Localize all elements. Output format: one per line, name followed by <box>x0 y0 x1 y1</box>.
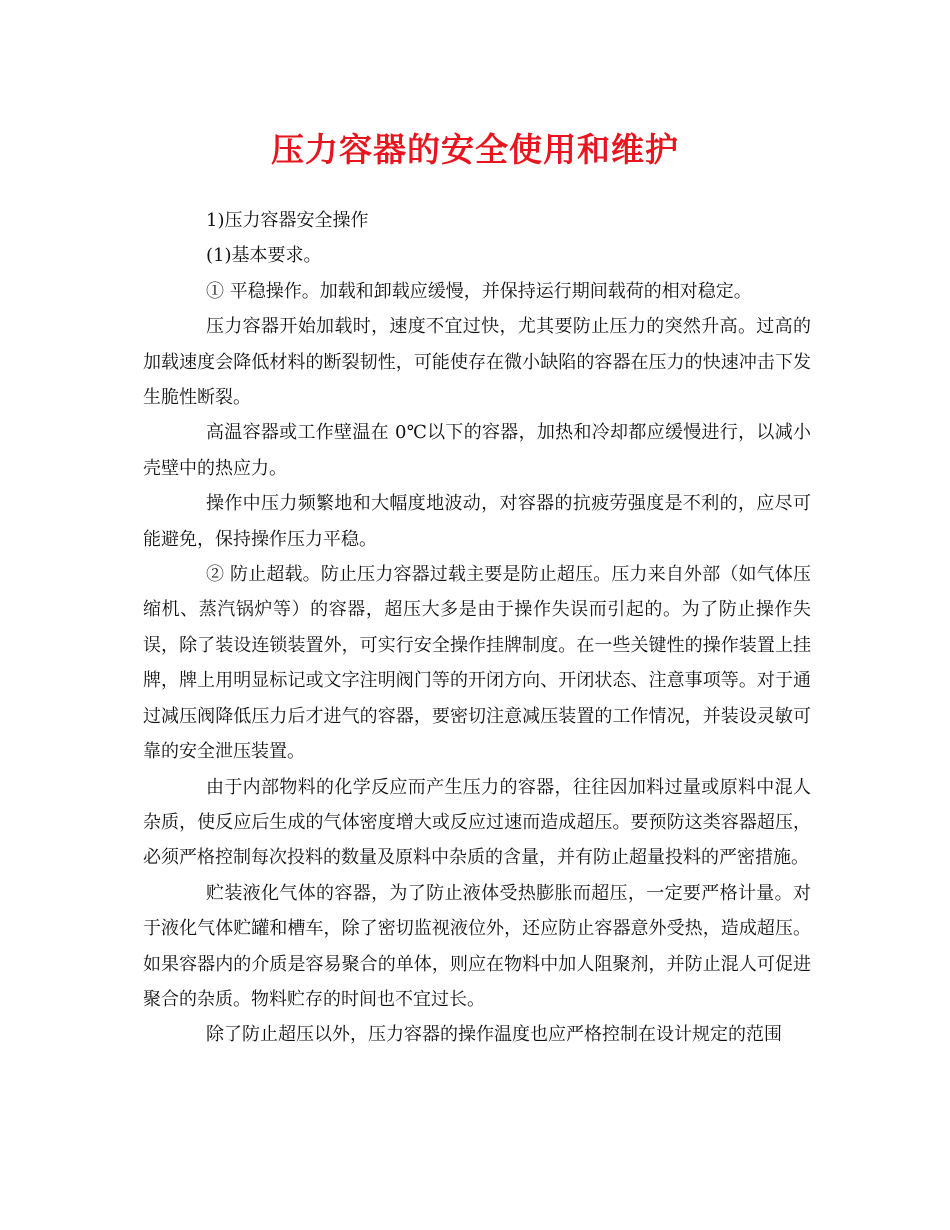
paragraph: 贮装液化气体的容器，为了防止液体受热膨胀而超压，一定要严格计量。对于液化气体贮罐和槽车，除了密切监视液位外，还应防止容器意外受热，造成超压。如果容器内的介质是容易聚合的单体，则应在物料中加人阻聚剂，并防止混人可促进聚合的杂质。物料贮存的时间也不宜过长。 <box>143 882 811 1010</box>
document-body <box>143 203 811 1053</box>
section-heading: 1)压力容器安全操作 <box>206 210 369 231</box>
paragraph: ② 防止超载。防止压力容器过载主要是防止超压。压力来自外部（如气体压缩机、蒸汽锅炉等）的容器，超压大多是由于操作失误而引起的。为了防止操作失误，除了装设连锁装置外，可实行安全操作挂牌制度。在一些关键性的操作装置上挂牌，牌上用明显标记或文字注明阀门等的开闭方向、开闭状态、注意事项等。对于通过减压阀降低压力后才进气的容器，要密切注意减压装置的工作情况，并装设灵敏可靠的安全泄压装置。 <box>143 564 811 763</box>
subsection-heading: (1)基本要求。 <box>206 245 322 267</box>
document-title: 压力容器的安全使用和维护 <box>271 130 679 169</box>
paragraph: 高温容器或工作壁温在 0℃以下的容器，加热和冷却都应缓慢进行，以减小壳壁中的热应力。 <box>143 422 811 479</box>
paragraph: 除了防止超压以外，压力容器的操作温度也应严格控制在设计规定的范围 <box>206 1024 782 1046</box>
paragraph: 操作中压力频繁地和大幅度地波动，对容器的抗疲劳强度是不利的，应尽可能避免，保持操作压力平稳。 <box>143 493 811 550</box>
paragraph: 由于内部物料的化学反应而产生压力的容器，往往因加料过量或原料中混人杂质，使反应后生成的气体密度增大或反应过速而造成超压。要预防这类容器超压，必须严格控制每次投料的数量及原料中杂质的含量，并有防止超量投料的严密措施。 <box>143 776 811 869</box>
paragraph: ① 平稳操作。加载和卸载应缓慢，并保持运行期间载荷的相对稳定。 <box>206 280 752 302</box>
paragraph: 压力容器开始加载时，速度不宜过快，尤其要防止压力的突然升高。过高的加载速度会降低材料的断裂韧性，可能使存在微小缺陷的容器在压力的快速冲击下发生脆性断裂。 <box>143 316 811 409</box>
